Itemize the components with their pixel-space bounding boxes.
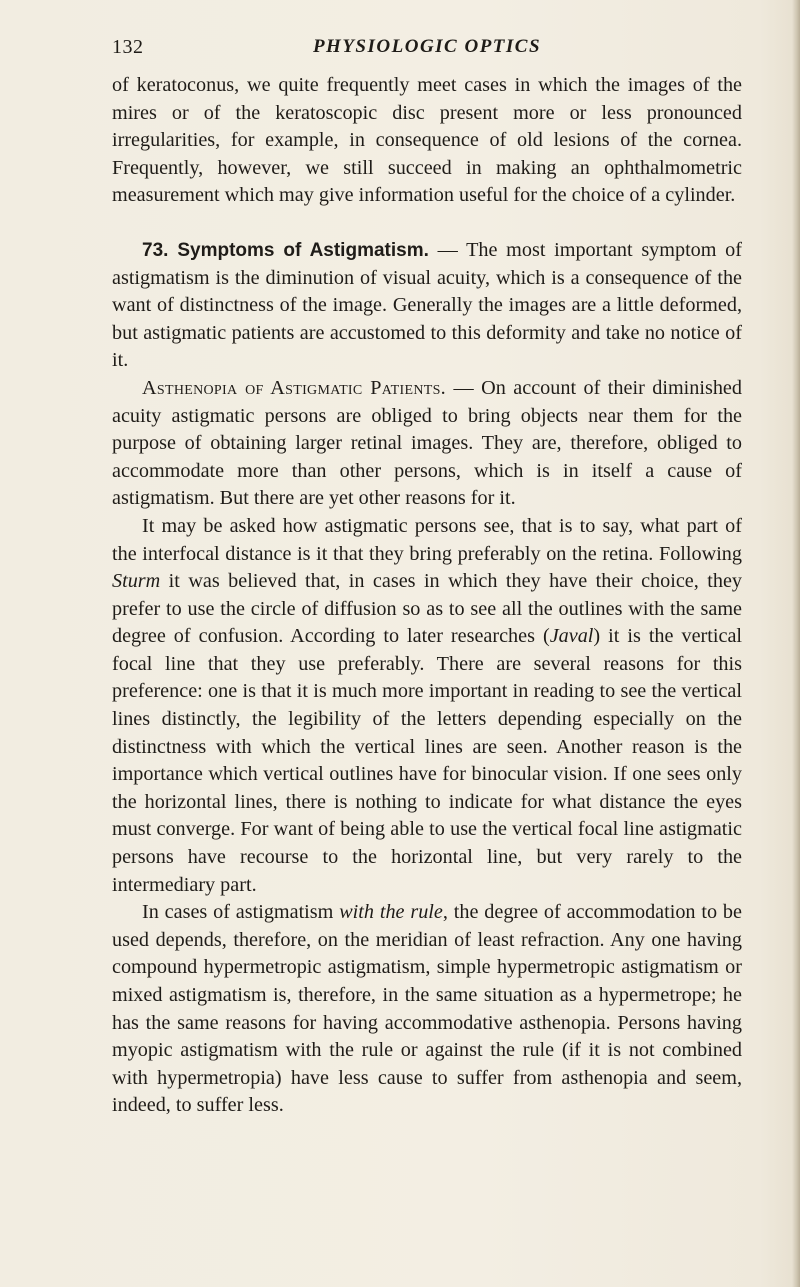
paragraph-accommodation [112, 899, 742, 1120]
paragraph-text: — On account of their diminished acuity astigmatic persons are obliged to bring objects near them for the purpose of obtaining larger retinal images. They are, therefore, obliged to accommodate more than other persons, which is in itself a cause of astigmatism. But there are yet other reasons for it. [112, 376, 742, 510]
paragraph-interfocal [112, 513, 742, 899]
italic-name-sturm: Sturm [112, 570, 161, 593]
paragraph-text: ) it is the vertical focal line that they use preferably. There are several reasons for this preference: one is that it is much more important in reading to see the vertical lines distinctly, the legibility of the letters depending especially on the distinctness with which the vertical lines are seen. Another reason is the importance which vertical outlines have for binocular vision. If one sees only the horizontal lines, there is nothing to indicate for what distance the eyes must converge. For want of being able to use the vertical focal line astigmatic persons have recourse to the horizontal line, but very rarely to the intermediary part. [112, 625, 743, 896]
body-text [112, 72, 742, 1120]
paragraph-text: It may be asked how astigmatic persons see, that is to say, what part of the interfocal distance is it that they bring preferably on the retina. Following [112, 514, 742, 565]
paragraph-text: — The most important symptom of astigmatism is the diminution of visual acuity, which is a consequence of the want of distinctness of the image. Generally the images are a little deformed, but astigmatic patients are accustomed to this deformity and take no notice of it. [112, 238, 742, 372]
section-heading: 73. Symptoms of Astigmatism. [142, 239, 429, 261]
paragraph-asthenopia [112, 375, 742, 513]
page-number: 132 [112, 36, 144, 58]
paragraph-text: , the degree of accommodation to be used depends, therefore, on the meridian of least refraction. Any one having compound hypermetropic astigmatism, simple hypermetropic astigmatism or mixed astigmatism is, therefore, in the same situation as a hypermetrope; he has the same reasons for having accommodative asthenopia. Persons having myopic astigmatism with the rule or against the rule (if it is not combined with hypermetropia) have less cause to suffer from asthenopia and seem, indeed, to suffer less. [112, 901, 742, 1117]
paragraph-text: In cases of astigmatism [142, 901, 340, 924]
italic-phrase-with-the-rule: with the rule [339, 901, 443, 924]
italic-name-javal: Javal [549, 625, 594, 648]
page-edge-shadow [792, 0, 800, 1287]
paragraph-text: it was believed that, in cases in which they have their choice, they prefer to use the circle of diffusion so as to see all the outlines with the same degree of confusion. According to later researches ( [112, 570, 742, 648]
running-title: PHYSIOLOGIC OPTICS [312, 36, 542, 57]
page-header [112, 36, 742, 64]
subsection-heading: Asthenopia of Astigmatic Patients. [142, 376, 447, 399]
paragraph-symptoms [112, 237, 742, 375]
paragraph-text: of keratoconus, we quite frequently meet cases in which the images of the mires or of the keratoscopic disc present more or less pronounced irregularities, for example, in consequence of old lesions of the cornea. Frequently, however, we still succeed in making an ophthalmometric measurement which may give information useful for the choice of a cylinder. [112, 74, 742, 207]
paragraph-keratoconus [112, 72, 742, 210]
